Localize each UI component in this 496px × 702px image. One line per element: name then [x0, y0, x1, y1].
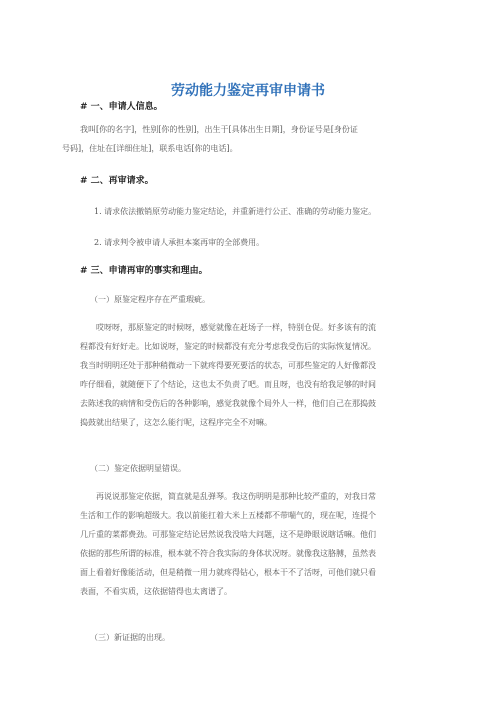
paragraph-line: 我当时明明还处于那种稍微动一下就疼得要死要活的状态，可那些鉴定的人好像都没 — [80, 361, 376, 370]
document-title: 劳动能力鉴定再审申请书 — [171, 83, 325, 99]
applicant-info-paragraph — [62, 120, 420, 158]
paragraph-line: 几斤重的菜都费劲。可那鉴定结论居然说我没啥大问题，这不是睁眼说瞎话嘛。他们 — [80, 530, 376, 539]
paragraph-line: 生活和工作的影响超级大。我以前能扛着大米上五楼都不带喘气的，现在呢，连提个 — [80, 511, 376, 520]
paragraph-line: 面上看着好像能活动，但是稍微一用力就疼得钻心，根本干不了活呀，可他们就只看 — [80, 568, 376, 577]
request-item-2: 2. 请求判令被申请人承担本案再审的全部费用。 — [94, 238, 265, 247]
subheading-procedure-flaw: （一）原鉴定程序存在严重瑕疵。 — [90, 295, 210, 304]
request-item-1: 1. 请求依法撤销原劳动能力鉴定结论，并重新进行公正、准确的劳动能力鉴定。 — [94, 207, 377, 216]
paragraph-line: 我叫[你的名字]，性别[你的性别]，出生于[具体出生日期]，身份证号是[身份证 — [80, 125, 358, 134]
paragraph-line: 去陈述我的病情和受伤后的各种影响，感觉我就像个局外人一样，他们自己在那捣鼓 — [80, 399, 376, 408]
paragraph-line: 捣鼓就出结果了，这怎么能行呢，这程序完全不对嘛。 — [80, 418, 272, 427]
paragraph-line: 咋仔细看，就随便下了个结论，这也太不负责了吧。而且呀，也没有给我足够的时间 — [80, 380, 376, 389]
paragraph-line: 哎呀呀，那原鉴定的时候呀，感觉就像在赶场子一样，特别仓促。好多该有的流 — [96, 323, 376, 332]
section-heading-facts-reasons: # 三、申请再审的事实和理由。 — [80, 266, 208, 276]
section-heading-applicant-info: # 一、申请人信息。 — [80, 102, 163, 112]
subheading-evidence-error: （二）鉴定依据明显错误。 — [90, 464, 186, 473]
paragraph-line: 再说说那鉴定依据，简直就是乱弹琴。我这伤明明是那种比较严重的，对我日常 — [96, 492, 376, 501]
paragraph-line: 表面，不看实质，这依据错得也太离谱了。 — [80, 587, 232, 596]
paragraph-line: 程都没有好好走。比如说呀，鉴定的时候都没有充分考虑我受伤后的实际恢复情况。 — [80, 342, 376, 351]
paragraph-line: 号码]，住址在[详细住址]，联系电话[你的电话]。 — [62, 144, 238, 153]
procedure-flaw-paragraph — [80, 318, 424, 432]
section-heading-retrial-request: # 二、再审请求。 — [80, 176, 154, 186]
evidence-error-paragraph — [80, 487, 424, 601]
paragraph-line: 依据的那些所谓的标准，根本就不符合我实际的身体状况呀。就像我这胳膊，虽然表 — [80, 549, 376, 558]
subheading-new-evidence: （三）新证据的出现。 — [90, 633, 170, 642]
